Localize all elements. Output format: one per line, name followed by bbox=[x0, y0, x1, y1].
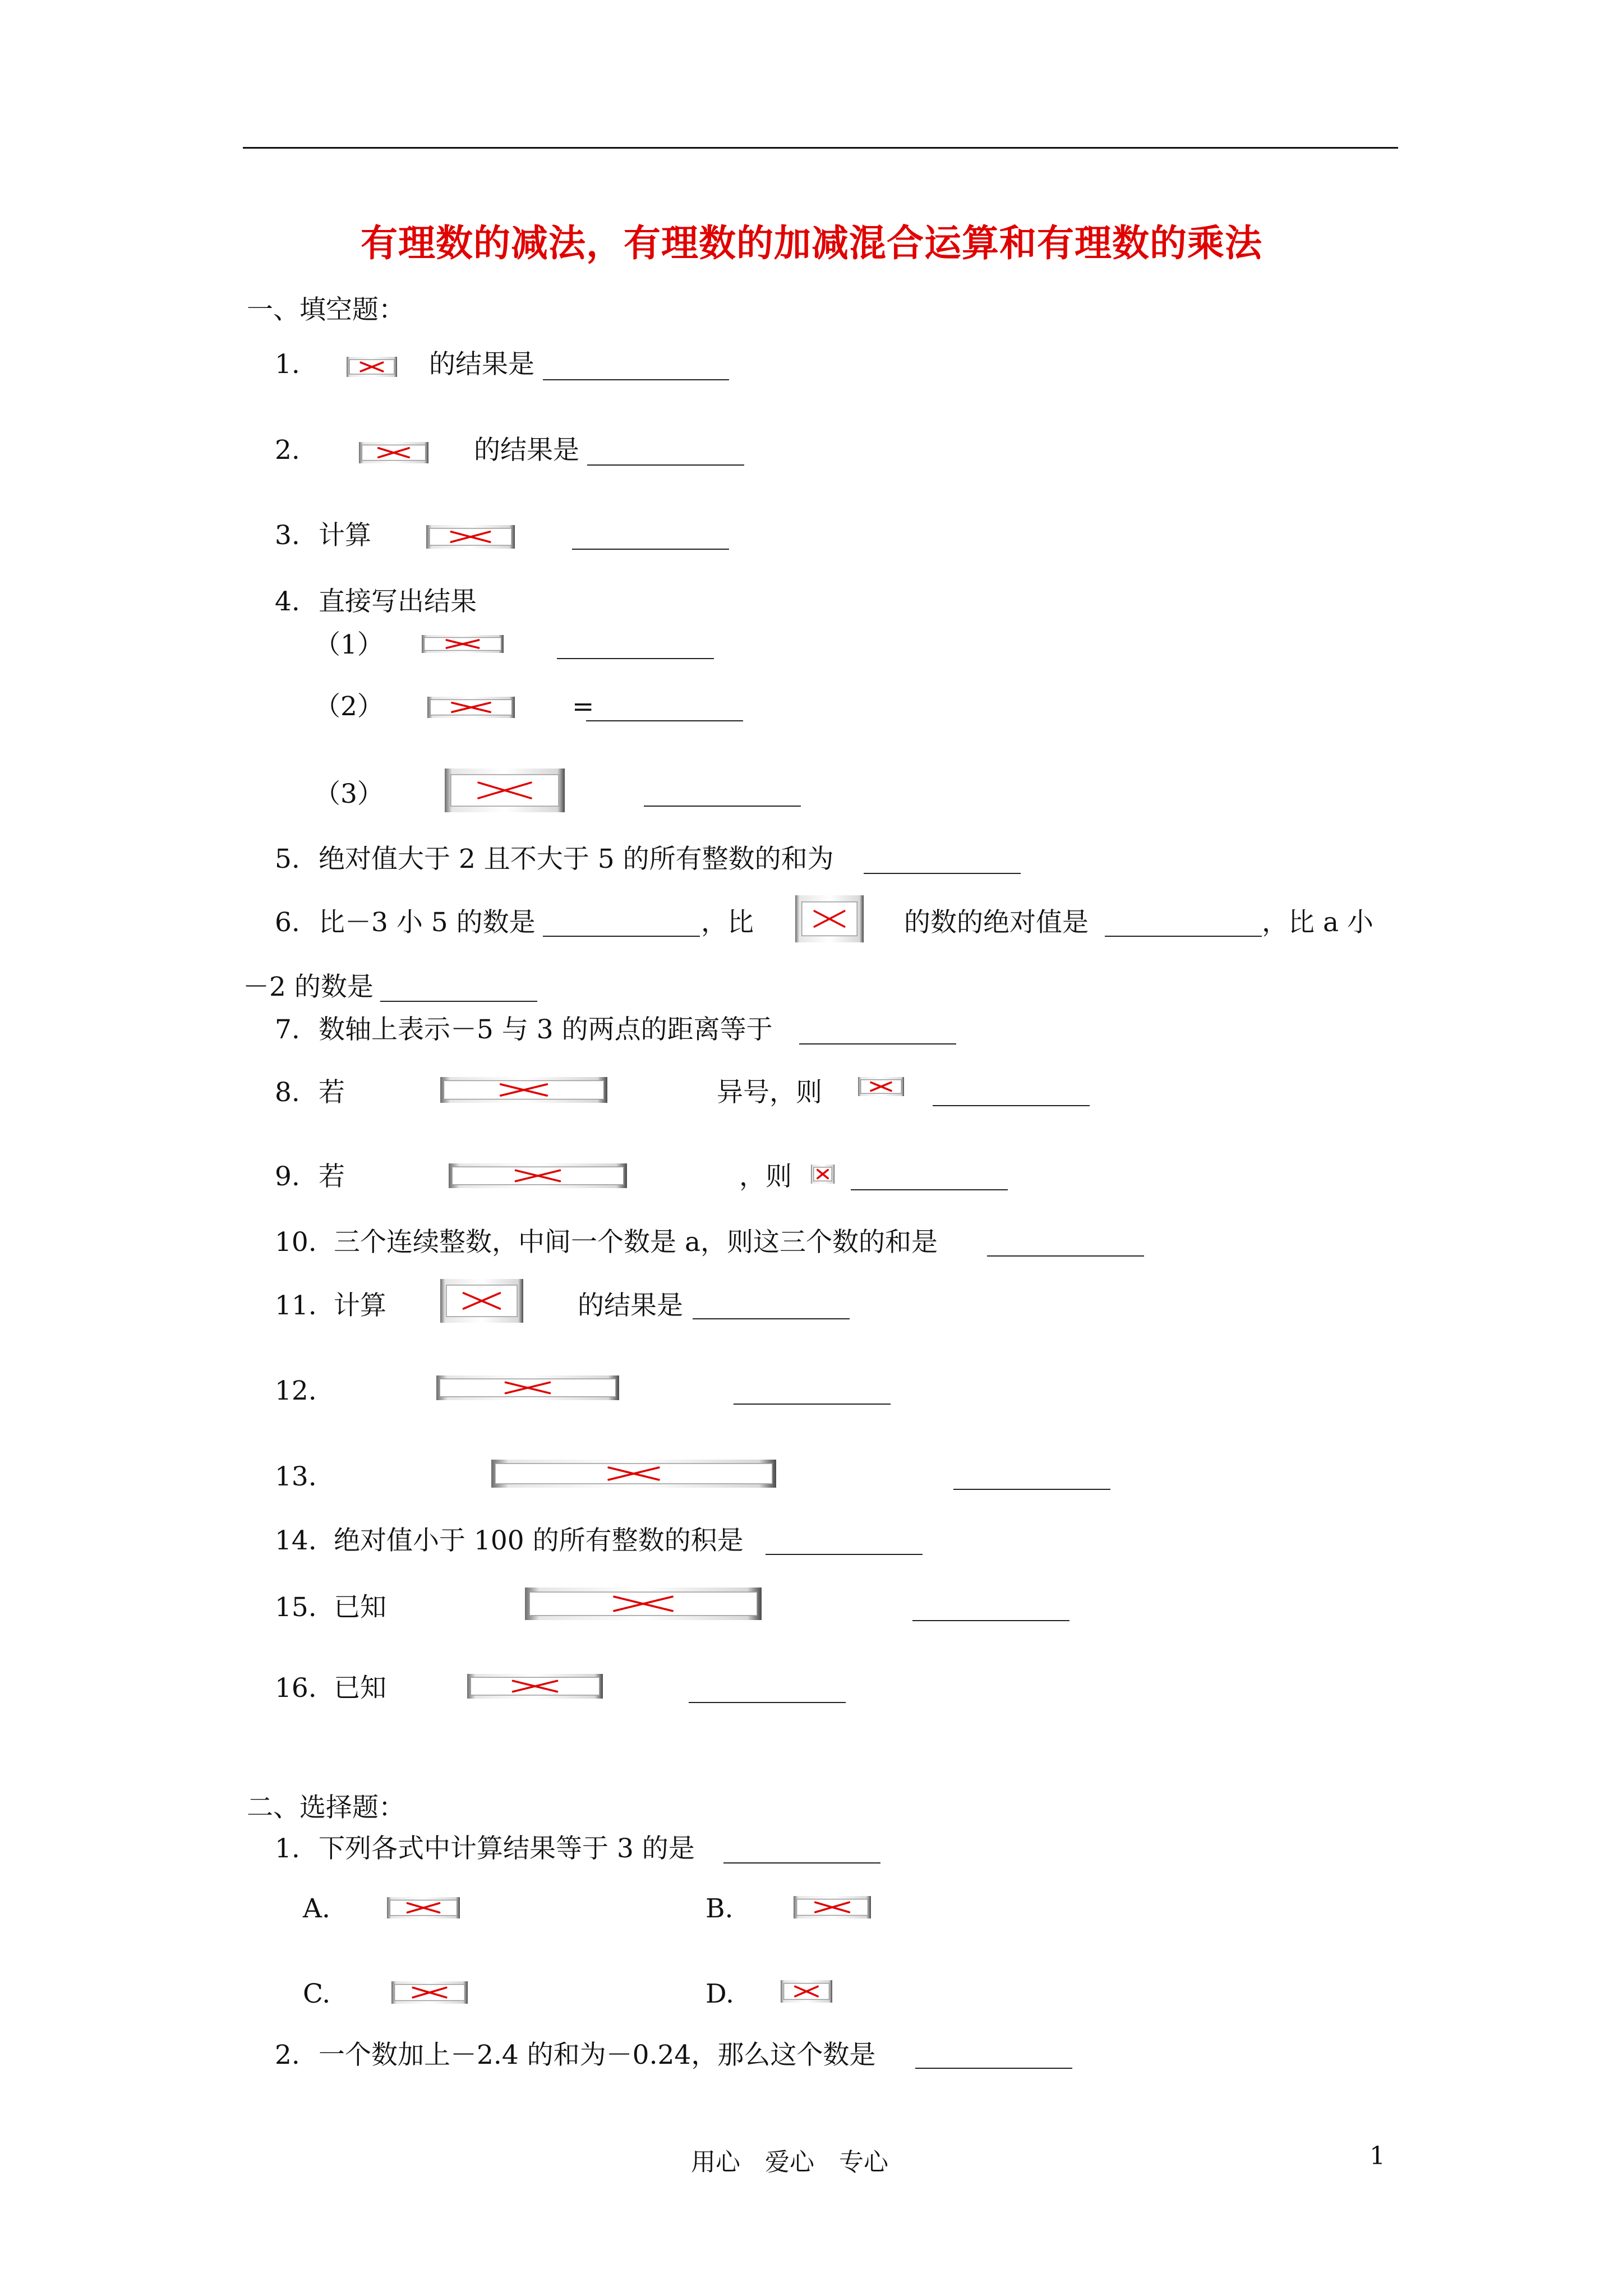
q11-text-a: 计算 bbox=[334, 1290, 386, 1321]
q7-answer-blank[interactable] bbox=[799, 1043, 956, 1045]
q1-number: 1. bbox=[275, 349, 300, 380]
q11-answer-blank[interactable] bbox=[693, 1318, 850, 1319]
q6-answer-blank-1[interactable] bbox=[543, 936, 700, 937]
c1-number: 1. bbox=[275, 1833, 300, 1864]
broken-image-graphic bbox=[347, 357, 397, 377]
broken-image-graphic bbox=[467, 1674, 603, 1699]
q3-text: 计算 bbox=[319, 520, 371, 551]
broken-image-icon bbox=[426, 525, 515, 549]
broken-image-icon bbox=[858, 1077, 904, 1096]
broken-image-icon bbox=[525, 1588, 762, 1620]
broken-image-icon bbox=[359, 442, 428, 463]
q8-text-b: 异号，则 bbox=[717, 1077, 822, 1108]
q16-text: 已知 bbox=[334, 1673, 386, 1704]
q6-text-e: －2 的数是 bbox=[243, 972, 374, 1002]
broken-image-icon bbox=[440, 1279, 523, 1323]
q13-number: 13. bbox=[275, 1461, 317, 1492]
broken-image-icon[interactable] bbox=[781, 1980, 832, 2003]
c1-option-b-label: B. bbox=[706, 1893, 734, 1924]
broken-image-icon bbox=[795, 895, 864, 942]
q12-number: 12. bbox=[275, 1375, 317, 1406]
broken-image-graphic bbox=[436, 1375, 619, 1400]
q4-part2-answer-blank[interactable] bbox=[586, 720, 743, 721]
broken-image-icon bbox=[445, 769, 565, 812]
q9-number: 9. bbox=[275, 1161, 300, 1192]
page-number: 1 bbox=[1370, 2142, 1385, 2170]
q4-text: 直接写出结果 bbox=[319, 586, 477, 617]
q10-number: 10. bbox=[275, 1227, 317, 1258]
q2-number: 2. bbox=[275, 435, 300, 466]
broken-image-icon bbox=[467, 1674, 603, 1699]
broken-image-graphic bbox=[387, 1897, 460, 1918]
q6-text-a: 比－3 小 5 的数是 bbox=[319, 907, 536, 938]
q13-answer-blank[interactable] bbox=[953, 1489, 1110, 1490]
q16-number: 16. bbox=[275, 1673, 317, 1704]
c2-number: 2. bbox=[275, 2040, 300, 2070]
broken-image-graphic bbox=[449, 1163, 627, 1188]
broken-image-graphic bbox=[858, 1077, 904, 1096]
broken-image-graphic bbox=[445, 769, 565, 812]
broken-image-graphic bbox=[525, 1588, 762, 1620]
q10-answer-blank[interactable] bbox=[987, 1255, 1144, 1257]
footer-motto: 用心 爱心 专心 bbox=[691, 2148, 888, 2177]
broken-image-graphic bbox=[391, 1981, 468, 2004]
q5-text: 绝对值大于 2 且不大于 5 的所有整数的和为 bbox=[319, 844, 834, 875]
broken-image-icon[interactable] bbox=[387, 1897, 460, 1918]
broken-image-icon bbox=[449, 1163, 627, 1188]
broken-image-graphic bbox=[440, 1279, 523, 1323]
broken-image-icon[interactable] bbox=[794, 1896, 871, 1918]
broken-image-graphic bbox=[426, 525, 515, 549]
q3-answer-blank[interactable] bbox=[572, 549, 729, 550]
q9-answer-blank[interactable] bbox=[851, 1189, 1008, 1190]
q4-part3-answer-blank[interactable] bbox=[644, 806, 801, 807]
q9-text-a: 若 bbox=[319, 1161, 345, 1192]
q6-text-b: ，比 bbox=[701, 907, 754, 938]
broken-image-icon bbox=[440, 1077, 607, 1103]
c1-option-c-label: C. bbox=[303, 1978, 331, 2009]
broken-image-graphic bbox=[794, 1896, 871, 1918]
q8-number: 8. bbox=[275, 1077, 300, 1108]
broken-image-graphic bbox=[422, 635, 504, 653]
q4-part1-answer-blank[interactable] bbox=[557, 658, 714, 659]
q16-answer-blank[interactable] bbox=[689, 1702, 846, 1703]
q1-answer-blank[interactable] bbox=[543, 379, 729, 380]
c1-option-a-label: A. bbox=[303, 1893, 330, 1924]
broken-image-icon bbox=[436, 1375, 619, 1400]
q10-text: 三个连续整数，中间一个数是 a，则这三个数的和是 bbox=[334, 1227, 938, 1258]
q6-answer-blank-3[interactable] bbox=[380, 1001, 537, 1002]
broken-image-graphic bbox=[795, 895, 864, 942]
q15-number: 15. bbox=[275, 1592, 317, 1623]
q8-answer-blank[interactable] bbox=[933, 1105, 1090, 1106]
c1-text: 下列各式中计算结果等于 3 的是 bbox=[319, 1833, 695, 1864]
q6-text-d: ，比 a 小 bbox=[1262, 907, 1373, 938]
q15-text: 已知 bbox=[334, 1592, 386, 1623]
c2-text: 一个数加上－2.4 的和为－0.24，那么这个数是 bbox=[319, 2040, 876, 2070]
broken-image-icon bbox=[811, 1165, 834, 1184]
q1-text: 的结果是 bbox=[429, 349, 534, 380]
c1-answer-blank[interactable] bbox=[723, 1862, 880, 1864]
broken-image-icon bbox=[491, 1460, 776, 1488]
q12-answer-blank[interactable] bbox=[734, 1404, 891, 1405]
q7-number: 7. bbox=[275, 1014, 300, 1045]
broken-image-graphic bbox=[811, 1165, 834, 1184]
q2-answer-blank[interactable] bbox=[587, 464, 744, 466]
broken-image-icon bbox=[347, 357, 397, 377]
q4-part2-equals: = bbox=[572, 691, 594, 722]
q6-text-c: 的数的绝对值是 bbox=[904, 907, 1089, 938]
q7-text: 数轴上表示－5 与 3 的两点的距离等于 bbox=[319, 1014, 773, 1045]
q4-number: 4. bbox=[275, 586, 300, 617]
section-fill-in-heading: 一、填空题： bbox=[247, 295, 405, 325]
q5-answer-blank[interactable] bbox=[864, 873, 1021, 874]
q11-text-b: 的结果是 bbox=[578, 1290, 683, 1321]
broken-image-icon[interactable] bbox=[391, 1981, 468, 2004]
q11-number: 11. bbox=[275, 1290, 317, 1321]
q14-text: 绝对值小于 100 的所有整数的积是 bbox=[334, 1525, 744, 1556]
q4-part2-label: （2） bbox=[314, 691, 384, 722]
q6-answer-blank-2[interactable] bbox=[1105, 936, 1262, 937]
header-rule bbox=[243, 147, 1398, 149]
q14-answer-blank[interactable] bbox=[766, 1554, 923, 1555]
broken-image-icon bbox=[422, 635, 504, 653]
q15-answer-blank[interactable] bbox=[912, 1620, 1069, 1621]
q9-text-b: ，则 bbox=[739, 1161, 792, 1192]
broken-image-graphic bbox=[491, 1460, 776, 1488]
broken-image-graphic bbox=[440, 1077, 607, 1103]
q3-number: 3. bbox=[275, 520, 300, 551]
q4-part1-label: （1） bbox=[314, 629, 384, 660]
broken-image-graphic bbox=[427, 697, 515, 718]
section-choice-heading: 二、选择题： bbox=[247, 1792, 405, 1823]
q2-text: 的结果是 bbox=[474, 435, 579, 466]
broken-image-icon bbox=[427, 697, 515, 718]
c2-answer-blank[interactable] bbox=[915, 2068, 1072, 2069]
q4-part3-label: （3） bbox=[314, 779, 384, 809]
q6-number: 6. bbox=[275, 907, 300, 938]
broken-image-graphic bbox=[781, 1980, 832, 2003]
q8-text-a: 若 bbox=[319, 1077, 345, 1108]
broken-image-graphic bbox=[359, 442, 428, 463]
page-title: 有理数的减法，有理数的加减混合运算和有理数的乘法 bbox=[361, 221, 1262, 265]
c1-option-d-label: D. bbox=[706, 1978, 734, 2009]
q5-number: 5. bbox=[275, 844, 300, 875]
q14-number: 14. bbox=[275, 1525, 317, 1556]
